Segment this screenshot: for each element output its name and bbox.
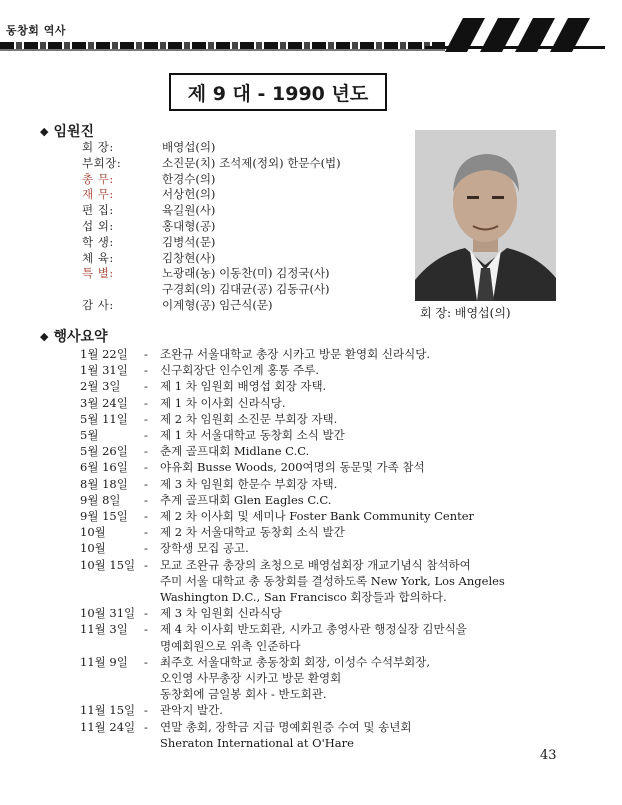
officer-names: 김창현(사) <box>162 250 216 265</box>
officer-names: 배영섭(의) <box>162 140 216 154</box>
event-description: 명예회원으로 위촉 인준하다 <box>160 638 301 653</box>
event-date: 5월 11일 <box>80 411 128 426</box>
event-description: 제 1 차 이사회 신라식당. <box>160 395 286 410</box>
officer-role: 부회장: <box>82 155 122 170</box>
event-dash: - <box>144 395 148 410</box>
diamond-bullet-icon: ◆ <box>40 125 49 138</box>
officer-row <box>82 250 216 265</box>
event-dash: - <box>144 492 148 507</box>
event-description: 야유회 Busse Woods, 200여명의 동문및 가족 참석 <box>160 460 425 475</box>
event-dash: - <box>144 606 148 621</box>
event-date: 10월 <box>80 541 106 556</box>
officer-names: 김병석(문) <box>162 234 216 249</box>
event-description: 제 2 차 임원회 소진문 부회장 자택. <box>160 411 338 426</box>
event-dash: - <box>144 460 148 475</box>
event-description: 동창회에 금일봉 회사 - 반도회관. <box>160 687 327 702</box>
event-dash: - <box>144 525 148 540</box>
event-date: 6월 16일 <box>80 460 128 475</box>
event-date: 10월 31일 <box>80 606 136 621</box>
event-date: 11월 9일 <box>80 654 128 669</box>
event-date: 10월 <box>80 525 106 540</box>
officer-row <box>82 282 330 297</box>
event-dash: - <box>144 444 148 459</box>
officer-row <box>82 203 216 218</box>
officer-row <box>82 155 341 170</box>
page-title: 제 9 대 - 1990 년도 <box>169 73 387 111</box>
event-date: 8월 18일 <box>80 476 128 491</box>
header-rule-thin <box>0 49 445 51</box>
event-date: 11월 3일 <box>80 622 128 637</box>
event-description: 제 3 차 임원회 신라식당 <box>160 606 282 621</box>
officer-row <box>82 219 216 233</box>
officer-row <box>82 266 330 281</box>
header-stripes-decoration <box>425 12 605 52</box>
header-rule <box>0 42 445 49</box>
officer-row <box>82 187 216 202</box>
event-description: 모교 조완규 총장의 초청으로 배영섭회장 개교기념식 참석하여 <box>160 557 471 572</box>
event-description: 제 1 차 임원회 배영섭 회장 자택. <box>160 379 327 394</box>
event-description: 조완규 서울대학교 총장 시카고 방문 환영회 신라식당. <box>160 347 430 361</box>
officer-role: 특 별: <box>82 266 114 281</box>
event-description: 제 1 차 서울대학교 동창회 소식 발간 <box>160 428 345 442</box>
event-description: 주미 서울 대학교 총 동창회를 결성하도록 New York, Los Angeles <box>160 573 505 588</box>
event-description: 제 2 차 서울대학교 동창회 소식 발간 <box>160 525 345 540</box>
event-dash: - <box>144 557 148 572</box>
event-dash: - <box>144 541 148 556</box>
officer-names: 서상헌(의) <box>162 187 216 202</box>
page-number: 43 <box>540 748 557 763</box>
event-dash: - <box>144 719 148 734</box>
event-description: 최주호 서울대학교 총동창회 회장, 이성수 수석부회장, <box>160 654 430 669</box>
event-description: 오인영 사무총장 시카고 방문 환영회 <box>160 671 342 685</box>
event-date: 11월 24일 <box>80 719 136 734</box>
officer-role: 감 사: <box>82 298 114 312</box>
event-description: 장학생 모집 공고. <box>160 541 249 556</box>
event-dash: - <box>144 654 148 669</box>
officer-names: 이계형(공) 임근식(문) <box>162 298 273 312</box>
officer-row <box>82 298 273 312</box>
running-header-title: 동창회 역사 <box>6 24 66 37</box>
event-description: 제 3 차 임원회 한문수 부회장 자택. <box>160 476 338 491</box>
event-dash: - <box>144 476 148 491</box>
president-portrait <box>415 130 556 301</box>
event-dash: - <box>144 622 148 637</box>
event-dash: - <box>144 411 148 426</box>
event-date: 1월 31일 <box>80 363 128 378</box>
event-dash: - <box>144 347 148 361</box>
portrait-illustration <box>415 130 556 301</box>
officer-names: 홍대형(공) <box>162 219 216 233</box>
event-dash: - <box>144 509 148 523</box>
event-description: 춘계 골프대회 Midlane C.C. <box>160 444 310 459</box>
event-dash: - <box>144 363 148 378</box>
officer-role: 편 집: <box>82 203 114 218</box>
event-description: 신구회장단 인수인계 홍통 주루. <box>160 363 320 378</box>
photo-caption: 회 장: 배영섭(의) <box>420 306 511 320</box>
officer-names: 노광래(농) 이동찬(미) 김정국(사) <box>162 266 330 281</box>
event-dash: - <box>144 428 148 442</box>
event-description: 제 2 차 이사회 및 세미나 Foster Bank Community Center <box>160 509 475 523</box>
event-date: 11월 15일 <box>80 703 136 718</box>
officer-role: 재 무: <box>82 187 114 202</box>
event-date: 2월 3일 <box>80 379 121 394</box>
officer-names: 한경수(의) <box>162 171 216 186</box>
event-description: 연말 총회, 장학금 지급 명예회원증 수여 및 송년회 <box>160 719 412 734</box>
event-date: 3월 24일 <box>80 395 128 410</box>
officer-row <box>82 234 216 249</box>
officer-role: 체 육: <box>82 250 114 265</box>
event-date: 5월 26일 <box>80 444 128 459</box>
officer-role: 섭 외: <box>82 219 114 233</box>
officer-names: 구경회(의) 김대균(공) 김동규(사) <box>162 282 330 297</box>
events-heading: ◆ 행사요약 <box>40 329 108 345</box>
event-date: 1월 22일 <box>80 347 128 361</box>
event-description: Sheraton International at O'Hare <box>160 735 354 750</box>
event-description: Washington D.C., San Francisco 회장들과 합의하다. <box>160 590 447 604</box>
event-description: 제 4 차 이사회 반도회관, 시카고 총영사관 행정실장 김만식을 <box>160 622 467 637</box>
officer-role: 총 무: <box>82 171 114 186</box>
officer-names: 육길원(사) <box>162 203 216 218</box>
event-dash: - <box>144 703 148 718</box>
officer-names: 소진문(치) 조석제(정외) 한문수(법) <box>162 155 341 170</box>
event-date: 9월 15일 <box>80 509 128 523</box>
diamond-bullet-icon: ◆ <box>40 330 49 343</box>
event-date: 10월 15일 <box>80 557 136 572</box>
officer-row <box>82 140 216 154</box>
event-description: 관악지 발간. <box>160 703 223 718</box>
officer-role: 학 생: <box>82 234 114 249</box>
officer-role: 회 장: <box>82 140 114 154</box>
officers-heading: ◆ 임원진 <box>40 124 95 140</box>
event-description: 추계 골프대회 Glen Eagles C.C. <box>160 492 332 507</box>
event-dash: - <box>144 379 148 394</box>
officer-row <box>82 171 216 186</box>
event-date: 9월 8일 <box>80 492 121 507</box>
event-date: 5월 <box>80 428 99 442</box>
